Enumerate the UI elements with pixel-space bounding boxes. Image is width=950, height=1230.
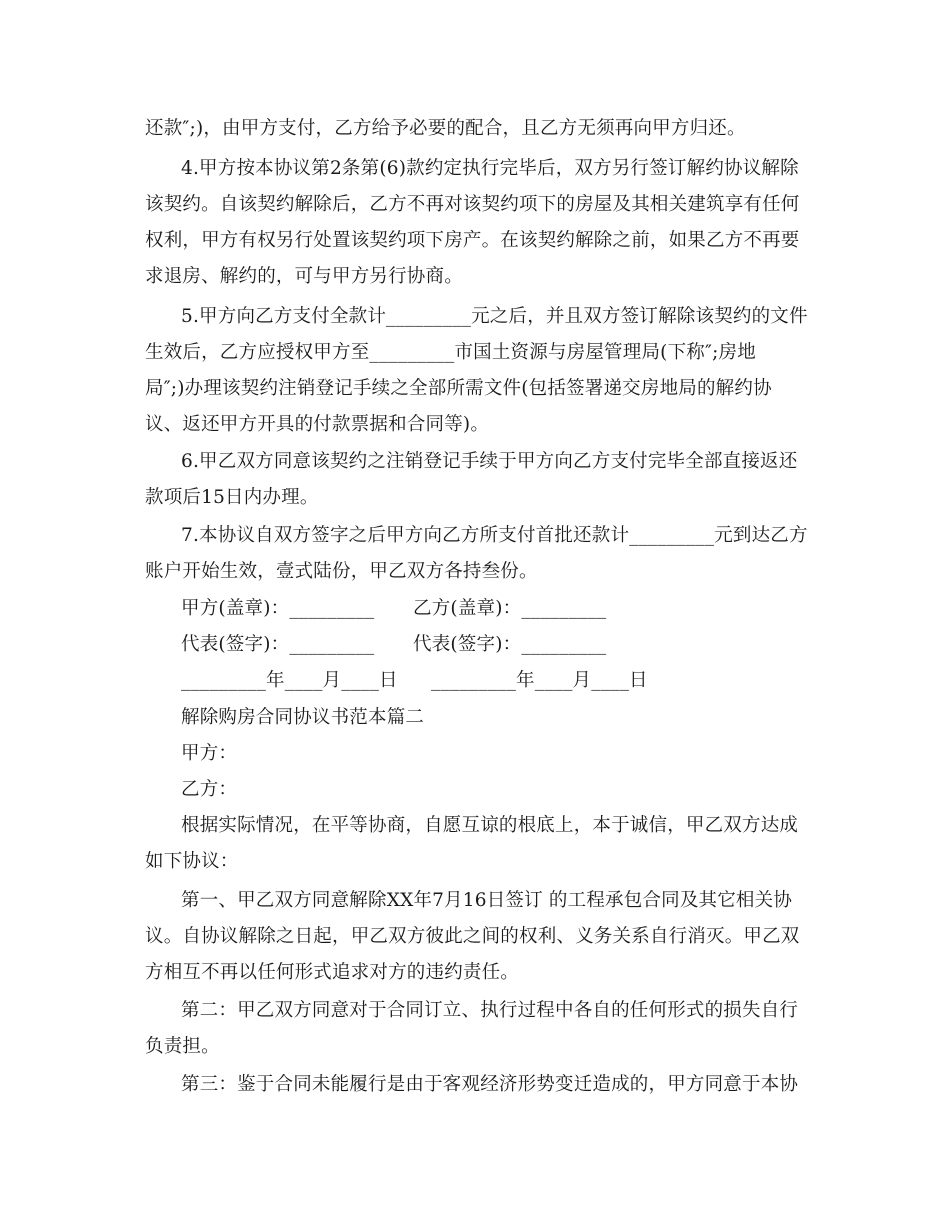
- paragraph-line: 第三：鉴于合同未能履行是由于客观经济形势变迁造成的，甲方同意于本协: [181, 1074, 799, 1095]
- paragraph-line: 求退房、解约的，可与甲方另行协商。: [145, 266, 463, 287]
- paragraph-line: 7.本协议自双方签字之后甲方向乙方所支付首批还款计_________元到达乙方: [181, 525, 808, 546]
- paragraph-line: 根据实际情况，在平等协商，自愿互谅的根底上，本于诚信，甲乙双方达成: [181, 815, 799, 836]
- paragraph-line: 如下协议：: [145, 851, 239, 872]
- paragraph-line: 4.甲方按本协议第2条第(6)款约定执行完毕后，双方另行签订解约协议解除: [181, 158, 799, 179]
- party-a-label: 甲方：: [181, 743, 238, 764]
- paragraph-line: 方相互不再以任何形式追求对方的违约责任。: [145, 962, 520, 983]
- party-a-seal: 甲方(盖章)：_________: [181, 598, 375, 619]
- paragraph-line: 该契约。自该契约解除后，乙方不再对该契约项下的房屋及其相关建筑享有任何: [145, 194, 800, 215]
- paragraph-line: 第二：甲乙双方同意对于合同订立、执行过程中各自的任何形式的损失自行: [181, 1000, 799, 1021]
- paragraph-line: 6.甲乙双方同意该契约之注销登记手续于甲方向乙方支付完毕全部直接返还: [181, 451, 798, 472]
- paragraph-line: 议。自协议解除之日起，甲乙双方彼此之间的权利、义务关系自行消灭。甲乙双: [145, 926, 800, 947]
- paragraph-line: 负责担。: [145, 1036, 220, 1057]
- paragraph-line: 第一、甲乙双方同意解除XX年7月16日签订 的工程承包合同及其它相关协: [181, 890, 793, 911]
- paragraph-line: 款项后15日内办理。: [145, 487, 319, 508]
- date-a: _________年____月____日: [181, 670, 398, 691]
- section-title: 解除购房合同协议书范本篇二: [181, 707, 425, 728]
- paragraph-line: 5.甲方向乙方支付全款计_________元之后，并且双方签订解除该契约的文件: [181, 306, 808, 327]
- date-b: _________年____月____日: [431, 670, 648, 691]
- party-b-label: 乙方：: [181, 779, 238, 800]
- party-b-seal: 乙方(盖章)：_________: [413, 598, 607, 619]
- representative-b: 代表(签字)：_________: [413, 634, 607, 655]
- paragraph-line: 权利，甲方有权另行处置该契约项下房产。在该契约解除之前，如果乙方不再要: [145, 230, 800, 251]
- paragraph-line: 还款″;)，由甲方支付，乙方给予必要的配合，且乙方无须再向甲方归还。: [145, 118, 746, 139]
- paragraph-line: 账户开始生效，壹式陆份，甲乙双方各持叁份。: [145, 561, 538, 582]
- paragraph-line: 议、返还甲方开具的付款票据和合同等)。: [145, 414, 490, 435]
- paragraph-line: 局″;)办理该契约注销登记手续之全部所需文件(包括签署递交房地局的解约协: [145, 378, 772, 399]
- representative-a: 代表(签字)：_________: [181, 634, 375, 655]
- paragraph-line: 生效后，乙方应授权甲方至_________市国土资源与房屋管理局(下称″;房地: [145, 342, 756, 363]
